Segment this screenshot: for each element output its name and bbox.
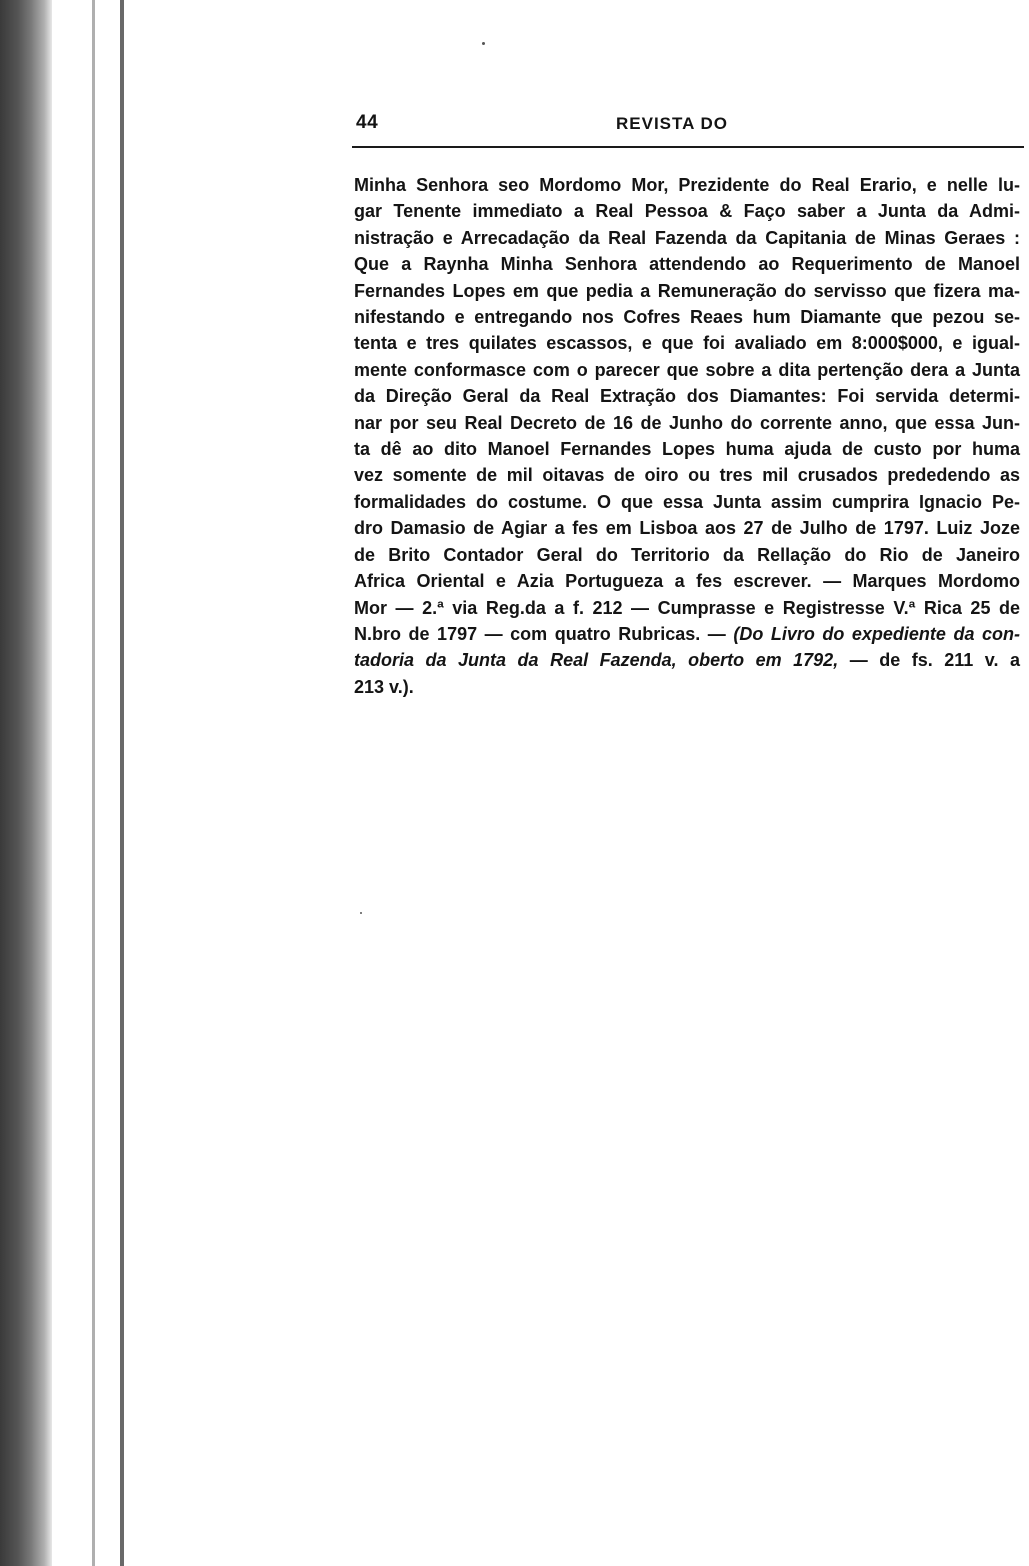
italic-citation: tadoria da Junta da Real Fazenda, oberto em 1792, — [354, 650, 839, 671]
scan-speck — [482, 42, 485, 45]
scan-fold-line — [120, 0, 124, 1566]
text-line: da Direção Geral da Real Extração dos Diamantes: Foi servida determi- — [354, 386, 1020, 407]
text-line: ta dê ao dito Manoel Fernandes Lopes huma ajuda de custo por huma — [354, 439, 1020, 460]
text-line: tenta e tres quilates escassos, e que foi avaliado em 8:000$000, e igual- — [354, 333, 1020, 354]
running-title: REVISTA DO — [616, 114, 729, 133]
text-line: nistração e Arrecadação da Real Fazenda da Capitania de Minas Geraes : — [354, 227, 1020, 248]
text-line: mente conformasce com o parecer que sobre a dita pertenção dera a Junta — [354, 359, 1020, 380]
text-line: nifestando e entregando nos Cofres Reaes hum Diamante que pezou se- — [354, 307, 1020, 328]
text-line: Africa Oriental e Azia Portugueza a fes escrever. — Marques Mordomo — [354, 571, 1020, 592]
text-line: vez somente de mil oitavas de oiro ou tres mil crusados prededendo as — [354, 465, 1020, 486]
text-line: 213 v.). — [354, 676, 414, 697]
scan-fold-line — [92, 0, 95, 1566]
text-line: dro Damasio de Agiar a fes em Lisboa aos 27 de Julho de 1797. Luiz Joze — [354, 518, 1020, 539]
page-number: 44 — [356, 112, 379, 133]
text-line: Fernandes Lopes em que pedia a Remuneração do servisso que fizera ma- — [354, 280, 1020, 301]
text-line: formalidades do costume. O que essa Junta assim cumprira Ignacio Pe- — [354, 491, 1020, 512]
scan-binding-edge — [0, 0, 52, 1566]
text-line — [354, 647, 1020, 673]
text-line: Que a Raynha Minha Senhora attendendo ao Requerimento de Manoel — [354, 254, 1020, 275]
text-line: de Brito Contador Geral do Territorio da Rellação do Rio de Janeiro — [354, 544, 1020, 565]
text-line-end: — de fs. 211 v. a — [838, 650, 1020, 671]
header-rule — [352, 146, 1024, 148]
page-header — [356, 112, 1020, 138]
text-line: Minha Senhora seo Mordomo Mor, Prezidente do Real Erario, e nelle lu- — [354, 175, 1020, 195]
text-line: nar por seu Real Decreto de 16 de Junho do corrente anno, que essa Jun- — [354, 412, 1020, 433]
text-line: gar Tenente immediato a Real Pessoa & Faço saber a Junta da Admi- — [354, 201, 1020, 222]
scan-speck — [360, 912, 362, 914]
text-line: Mor — 2.ª via Reg.da a f. 212 — Cumprasse e Registresse V.ª Rica 25 de — [354, 597, 1020, 618]
text-line-start: N.bro de 1797 — com quatro Rubricas. — — [354, 623, 734, 644]
body-paragraph — [354, 172, 1020, 700]
text-line — [354, 621, 1020, 647]
italic-citation: (Do Livro do expediente da con- — [733, 623, 1020, 644]
